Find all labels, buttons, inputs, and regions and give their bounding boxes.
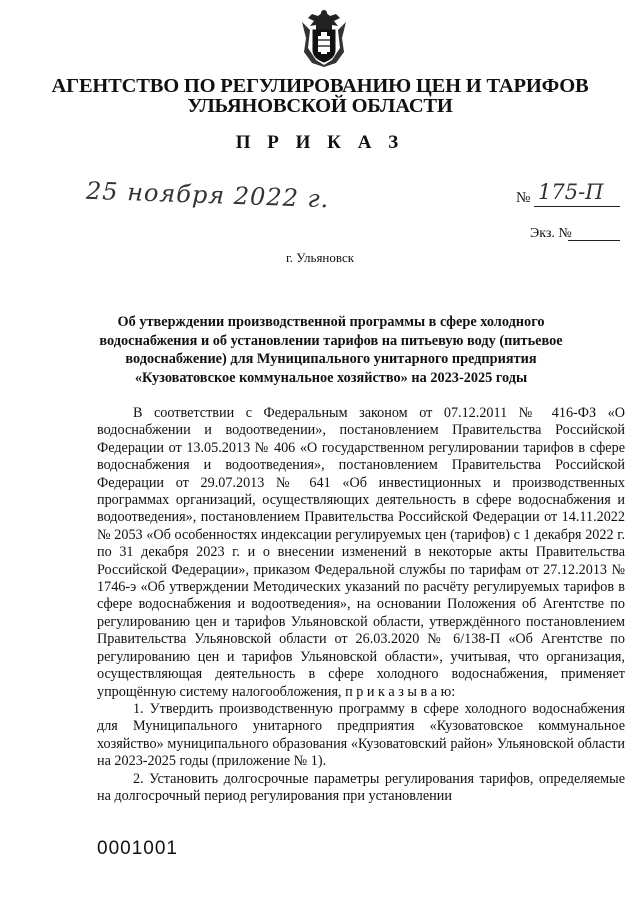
copy-number-underline: [568, 240, 620, 241]
document-type-heading: П Р И К А З: [235, 132, 405, 153]
document-serial-code: 0001001: [97, 838, 178, 859]
order-number-label: №: [516, 190, 531, 206]
order-body: [97, 405, 625, 805]
handwritten-date: 25 ноября 2022 г.: [85, 176, 330, 214]
city-line: г. Ульяновск: [285, 250, 355, 265]
order-number-underline: [534, 206, 620, 207]
copy-number-label: Экз. №: [530, 226, 572, 241]
order-title: Об утверждении производственной программы в сфере холодного водоснабжения и об установлении тарифов на питьевую воду (питьевое водоснабжение) для Муниципального унитарного предприятия «Кузоватовское коммунальное хозяйство» на 2023-2025 годы: [99, 314, 563, 386]
clause-1-paragraph: 1. Утвердить производственную программу в сфере холодного водоснабжения для Муниципального унитарного предприятия «Кузоватовское коммунальное хозяйство» муниципального образования «Кузоватовский район» Ульяновской области на 2023-2025 годы (приложение № 1).: [97, 700, 625, 770]
coat-of-arms-emblem: [296, 8, 352, 68]
preamble-paragraph: В соответствии с Федеральным законом от 07.12.2011 № 416-ФЗ «О водоснабжении и водоотведении», постановлением Правительства Российской Федерации от 13.05.2013 № 406 «О государственном регулировании тарифов в сфере водоснабжения и водоотведения», постановлением Правительства Российской Федерации от 29.07.2013 № 641 «Об инвестиционных и производственных программах организаций, осуществляющих деятельность в сфере водоснабжения и водоотведения», постановлением Правительства Российской Федерации от 14.11.2022 № 2053 «Об особенностях индексации регулируемых цен (тарифов) с 1 декабря 2022 г. по 31 декабря 2023 г. и о внесении изменений в некоторые акты Правительства Российской Федерации», приказом Федеральной службы по тарифам от 27.12.2013 № 1746-э «Об утверждении Методических указаний по расчёту регулируемых тарифов в сфере водоснабжения и водоотведения», на основании Положения об Агентстве по регулированию цен и тарифов Ульяновской области, утверждённого постановлением Правительства Ульяновской области от 26.03.2020 № 6/138-П «Об Агентстве по регулированию цен и тарифов Ульяновской области», учитывая, что организация, осуществляющая деятельность в сфере холодного водоснабжения, применяет упрощённую систему налогообложения, п р и к а з ы в а ю:: [97, 405, 625, 700]
handwritten-order-number: 175-П: [538, 180, 604, 204]
agency-name-line1: АГЕНТСТВО ПО РЕГУЛИРОВАНИЮ ЦЕН И ТАРИФОВ: [51, 75, 589, 97]
agency-name-line2: УЛЬЯНОВСКОЙ ОБЛАСТИ: [187, 95, 453, 117]
clause-2-paragraph: 2. Установить долгосрочные параметры регулирования тарифов, определяемые на долгосрочный период регулирования при установлении: [97, 770, 625, 804]
